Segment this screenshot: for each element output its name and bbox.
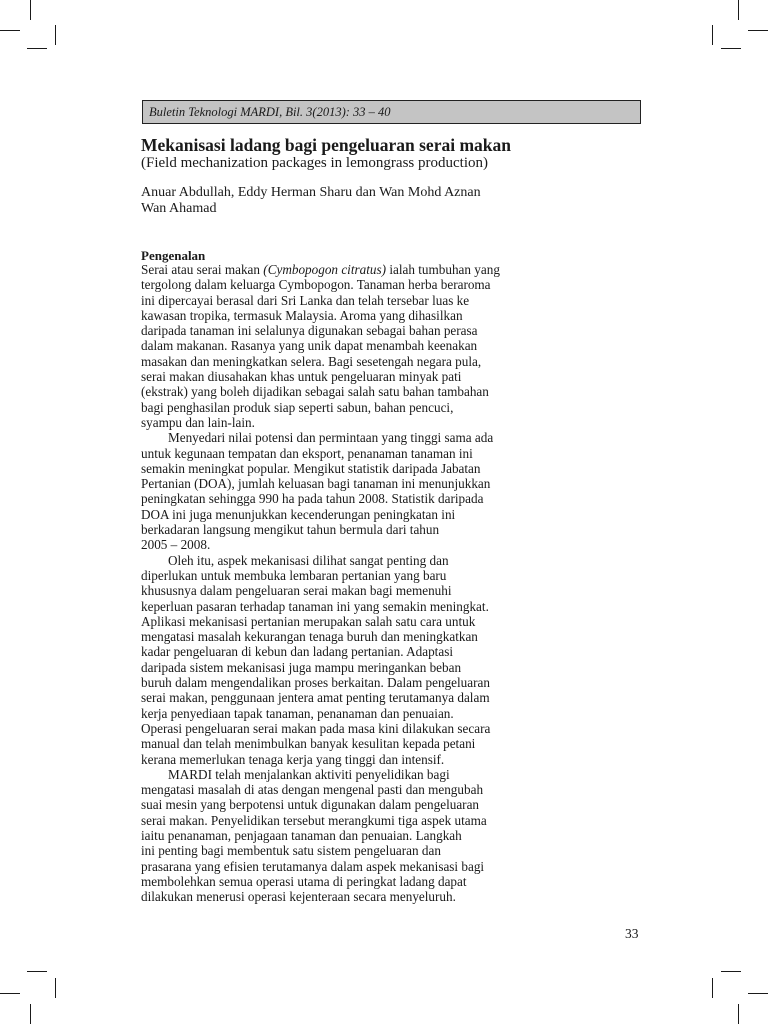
text-line: untuk kegunaan tempatan dan eksport, penanaman tanaman ini — [141, 445, 473, 461]
crop-mark — [27, 971, 47, 972]
text-line: Serai atau serai makan (Cymbopogon citratus) ialah tumbuhan yang — [141, 262, 500, 277]
crop-mark — [721, 971, 741, 972]
text-line: daripada sistem mekanisasi juga mampu meringankan beban — [141, 659, 462, 675]
article-subtitle: (Field mechanization packages in lemongrass production) — [141, 155, 488, 171]
crop-mark — [738, 1004, 739, 1024]
text-line: serai makan. Penyelidikan tersebut merangkumi tiga aspek utama — [141, 812, 487, 828]
crop-mark — [55, 25, 56, 45]
text-line: masakan dan meningkatkan selera. Bagi sesetengah negara pula, — [141, 353, 482, 369]
crop-mark — [721, 48, 741, 49]
text-line: syampu dan lain-lain. — [141, 414, 255, 430]
text-line: kawasan tropika, termasuk Malaysia. Aroma yang dihasilkan — [141, 307, 463, 323]
text-line: ini penting bagi membentuk satu sistem pengeluaran dan — [141, 843, 441, 859]
text-line: serai makan, penggunaan jentera amat penting terutamanya dalam — [141, 690, 490, 706]
crop-mark — [712, 25, 713, 45]
page-number: 33 — [625, 926, 639, 941]
text-line: serai makan diusahakan khas untuk pengeluaran minyak pati — [141, 369, 462, 385]
crop-mark — [30, 1004, 31, 1024]
text-line: tergolong dalam keluarga Cymbopogon. Tanaman herba beraroma — [141, 277, 491, 293]
text-line: (ekstrak) yang boleh dijadikan sebagai salah satu bahan tambahan — [141, 384, 489, 400]
text-line: mengatasi masalah di atas dengan mengenal pasti dan mengubah — [141, 782, 484, 798]
text-line: keperluan pasaran terhadap tanaman ini yang semakin meningkat. — [141, 598, 489, 614]
text-line: Oleh itu, aspek mekanisasi dilihat sangat penting dan — [168, 552, 449, 568]
text-line: DOA ini juga menunjukkan kecenderungan peningkatan ini — [141, 506, 456, 522]
author-line: Wan Ahamad — [141, 201, 217, 216]
text-line: prasarana yang efisien terutamanya dalam aspek mekanisasi bagi — [141, 858, 485, 874]
author-list — [141, 185, 561, 217]
text-line: MARDI telah menjalankan aktiviti penyelidikan bagi — [168, 766, 450, 782]
body-text — [141, 262, 551, 904]
crop-mark — [712, 978, 713, 998]
text-line: daripada tanaman ini selalunya digunakan sebagai bahan perasa — [141, 323, 478, 339]
text-line: iaitu penanaman, penjagaan tanaman dan penuaian. Langkah — [141, 827, 462, 843]
text-line: peningkatan sehingga 990 ha pada tahun 2008. Statistik daripada — [141, 491, 484, 507]
text-line: buruh dalam mengendalikan proses berkaitan. Dalam pengeluaran — [141, 675, 490, 691]
text-line: 2005 – 2008. — [141, 537, 211, 553]
crop-mark — [748, 30, 768, 31]
text-line: kerana memerlukan tenaga kerja yang tinggi dan intensif. — [141, 751, 445, 767]
article-title: Mekanisasi ladang bagi pengeluaran serai makan — [141, 135, 511, 155]
text-line: Pertanian (DOA), jumlah keluasan bagi tanaman ini menunjukkan — [141, 476, 491, 492]
text-line: berkadaran langsung mengikut tahun bermula dari tahun — [141, 522, 440, 538]
text-line: ini dipercayai berasal dari Sri Lanka dan telah tersebar luas ke — [141, 292, 470, 308]
text-line: Operasi pengeluaran serai makan pada masa kini dilakukan secara — [141, 720, 491, 736]
text-line: manual dan telah menimbulkan banyak kesulitan kepada petani — [141, 736, 476, 752]
text-line: semakin meningkat popular. Mengikut statistik daripada Jabatan — [141, 460, 481, 476]
crop-mark — [748, 993, 768, 994]
crop-mark — [0, 993, 20, 994]
text-line: membolehkan semua operasi utama di peringkat ladang dapat — [141, 873, 467, 889]
text-line: diperlukan untuk membuka lembaran pertanian yang baru — [141, 567, 447, 583]
text-line: dilakukan menerusi operasi kejenteraan secara menyeluruh. — [141, 889, 456, 905]
text-line: Menyedari nilai potensi dan permintaan yang tinggi sama ada — [168, 430, 494, 446]
text-line: khususnya dalam pengeluaran serai makan bagi memenuhi — [141, 583, 452, 599]
author-line: Anuar Abdullah, Eddy Herman Sharu dan Wan Mohd Aznan — [141, 185, 481, 200]
text-line: mengatasi masalah kekurangan tenaga buruh dan meningkatkan — [141, 629, 478, 645]
text-line: bagi penghasilan produk siap seperti sabun, bahan pencuci, — [141, 399, 454, 415]
crop-mark — [55, 978, 56, 998]
text-line: kerja penyediaan tapak tanaman, penanaman dan penuaian. — [141, 705, 454, 721]
section-heading: Pengenalan — [141, 248, 206, 263]
text-line: dalam makanan. Rasanya yang unik dapat menambah keenakan — [141, 338, 478, 354]
crop-mark — [738, 0, 739, 20]
crop-mark — [30, 0, 31, 20]
text-line: suai mesin yang berpotensi untuk digunakan dalam pengeluaran — [141, 797, 480, 813]
crop-mark — [27, 48, 47, 49]
text-line: Aplikasi mekanisasi pertanian merupakan salah satu cara untuk — [141, 613, 476, 629]
text-line: kadar pengeluaran di kebun dan ladang pertanian. Adaptasi — [141, 644, 453, 660]
crop-mark — [0, 30, 20, 31]
journal-header: Buletin Teknologi MARDI, Bil. 3(2013): 33 – 40 — [142, 100, 641, 124]
scientific-name: (Cymbopogon citratus) — [263, 262, 387, 277]
